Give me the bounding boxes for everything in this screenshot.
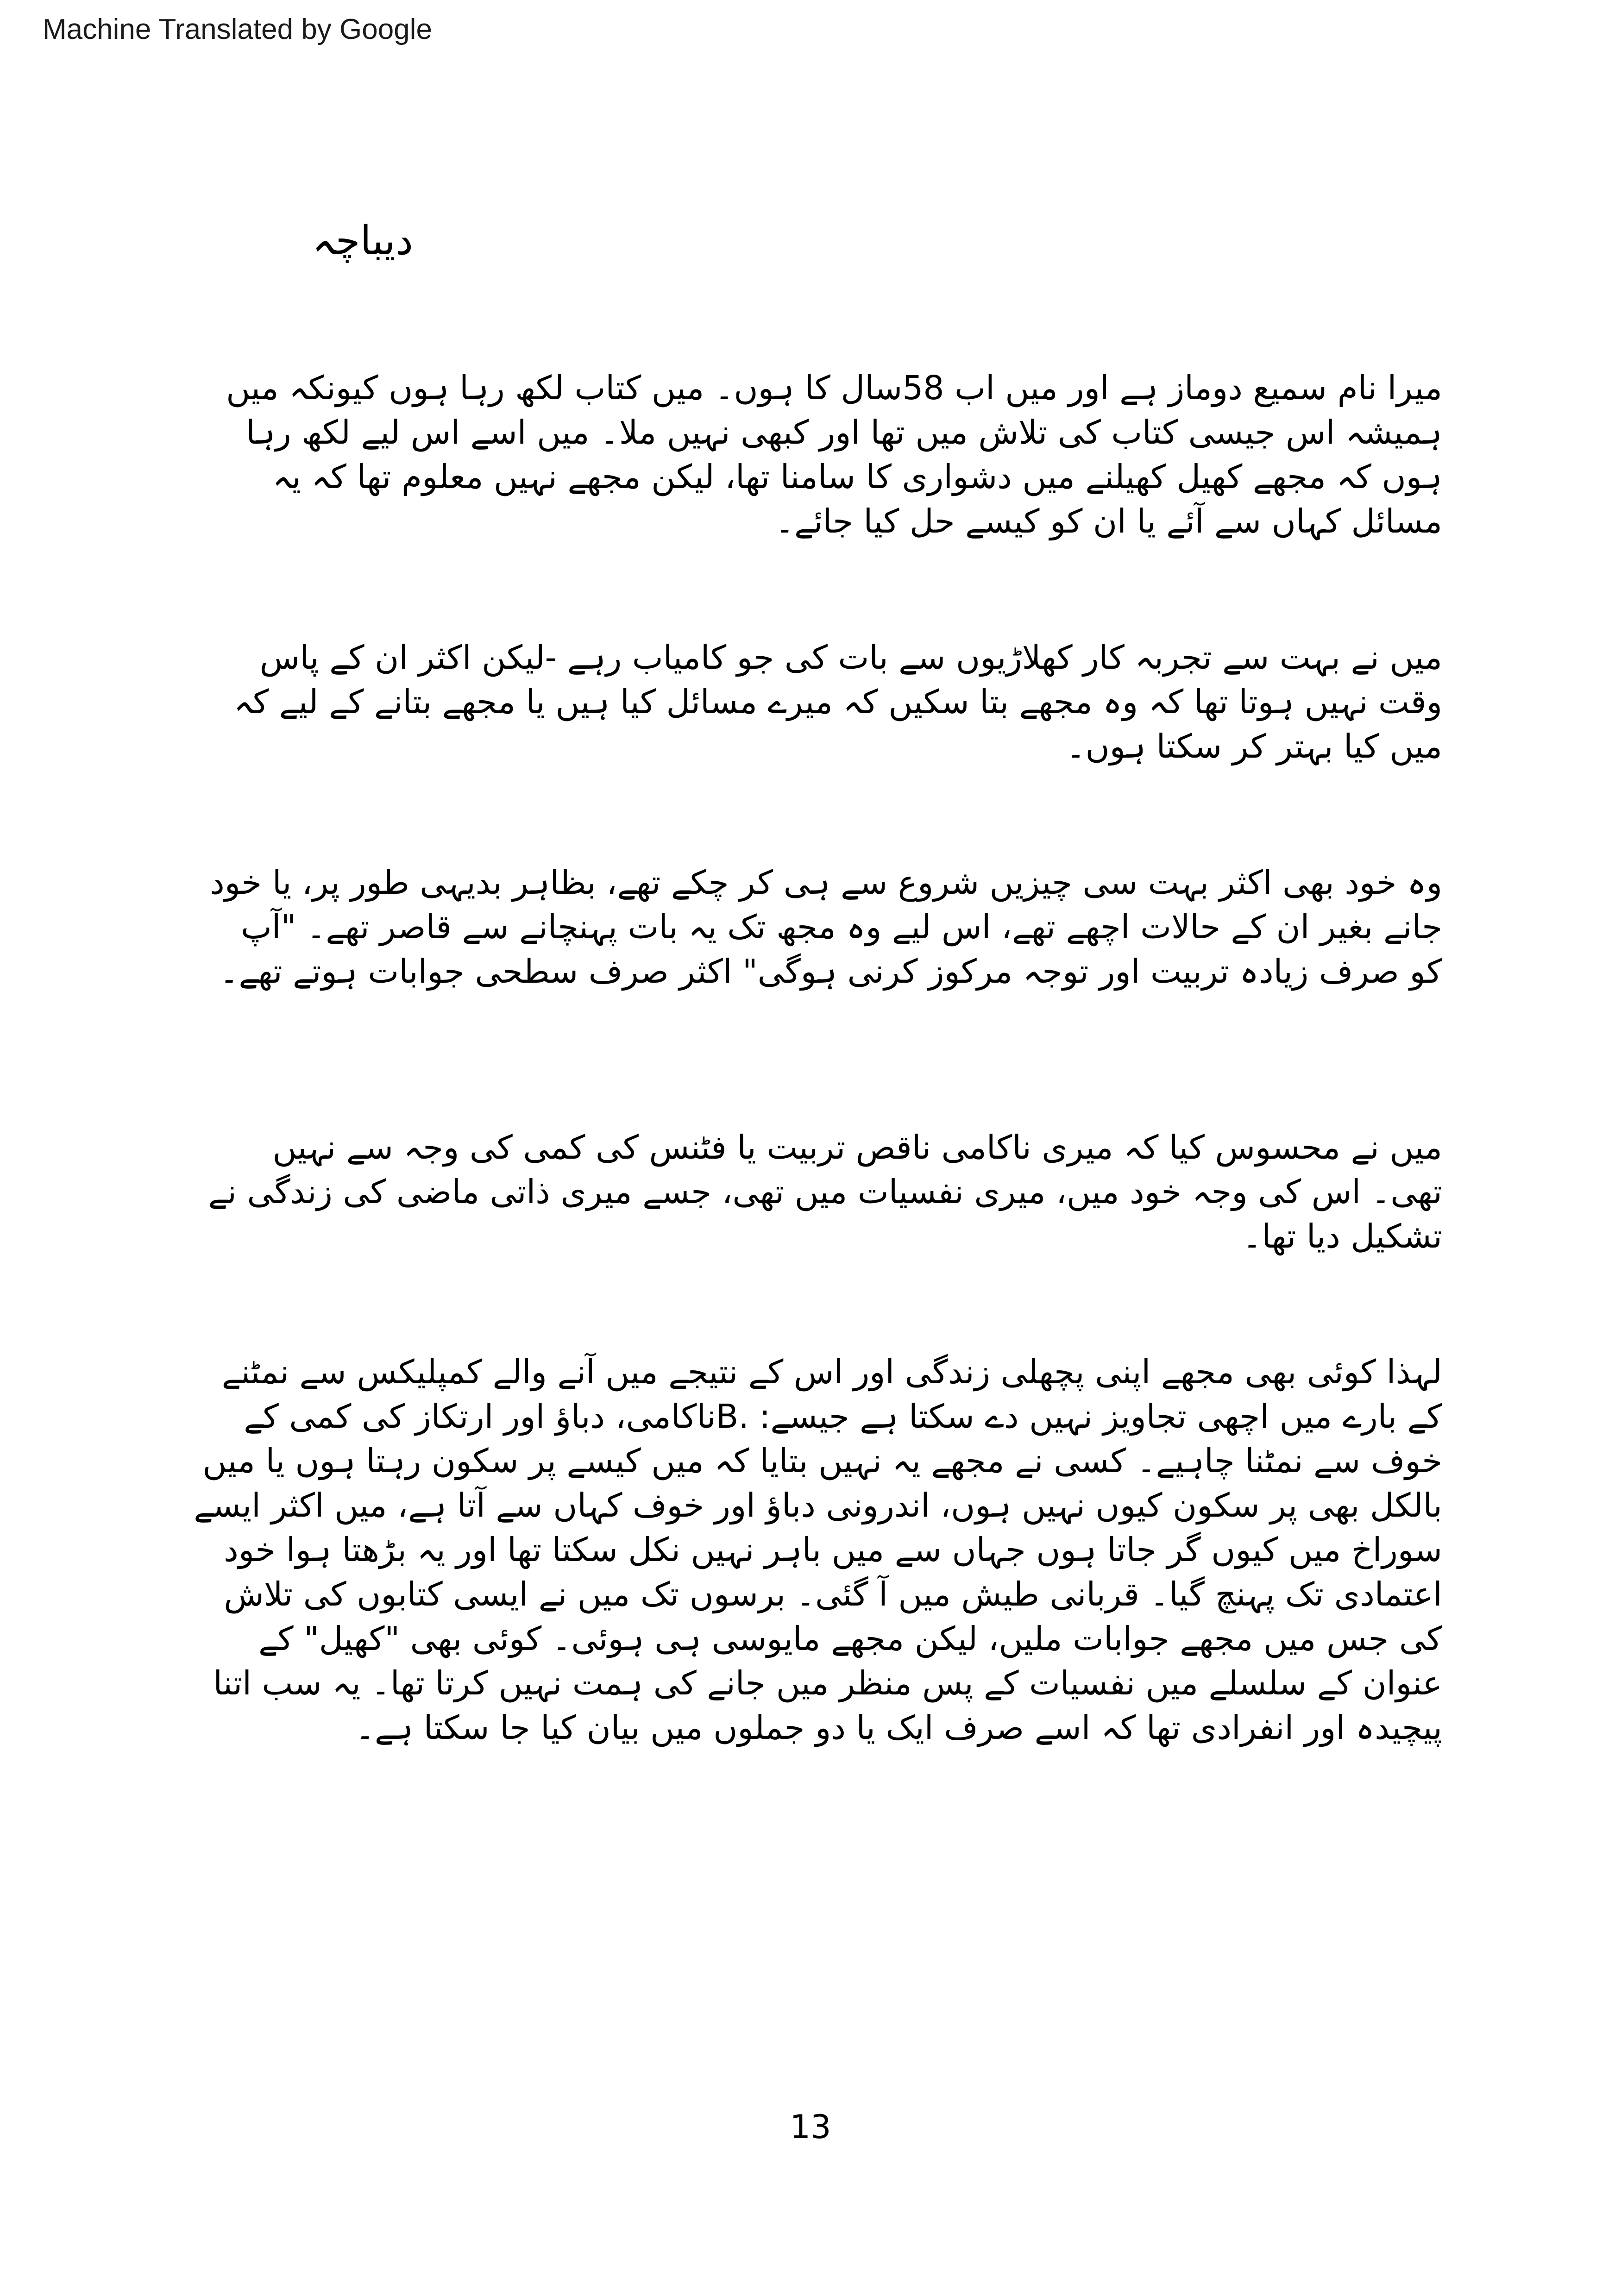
- page-title: دیباچہ: [312, 218, 413, 264]
- paragraph-line: میرا نام سمیع دوماز ہے اور میں اب 58سال کا ہوں۔ میں کتاب لکھ رہا ہوں کیونکہ میں: [226, 369, 1442, 407]
- machine-translation-watermark: Machine Translated by Google: [43, 13, 432, 45]
- paragraph-line: کے بارے میں اچھی تجاویز نہیں دے سکتا ہے جیسے: .Bناکامی، دباؤ اور ارتکاز کی کمی کے: [244, 1397, 1442, 1436]
- paragraph-line: عنوان کے سلسلے میں نفسیات کے پس منظر میں جانے کی ہمت نہیں کرتا تھا۔ یہ سب اتنا: [213, 1664, 1442, 1702]
- paragraph-line: سوراخ میں کیوں گر جاتا ہوں جہاں سے میں باہر نہیں نکل سکتا تھا اور یہ بڑھتا ہوا خود: [224, 1531, 1442, 1569]
- paragraph-line: تشکیل دیا تھا۔: [1242, 1217, 1442, 1255]
- paragraph-line: میں کیا بہتر کر سکتا ہوں۔: [1066, 727, 1442, 765]
- paragraph-line: ہمیشہ اس جیسی کتاب کی تلاش میں تھا اور کبھی نہیں ملا۔ میں اسے اس لیے لکھ رہا: [246, 413, 1442, 452]
- paragraph-line: کو صرف زیادہ تربیت اور توجہ مرکوز کرنی ہوگی" اکثر صرف سطحی جوابات ہوتے تھے۔: [219, 952, 1442, 991]
- paragraph-5: [194, 1350, 1442, 1750]
- paragraph-3: [210, 860, 1442, 994]
- paragraph-4: [208, 1125, 1442, 1259]
- paragraph-line: لہذا کوئی بھی مجھے اپنی پچھلی زندگی اور اس کے نتیجے میں آنے والے کمپلیکس سے نمٹنے: [221, 1353, 1442, 1391]
- paragraph-line: کی جس میں مجھے جوابات ملیں، لیکن مجھے مایوسی ہی ہوئی۔ کوئی بھی "کھیل" کے: [258, 1619, 1442, 1658]
- paragraph-line: بالکل بھی پر سکون کیوں نہیں ہوں، اندرونی دباؤ اور خوف کہاں سے آتا ہے، میں اکثر ایسے: [194, 1486, 1442, 1524]
- paragraph-line: جانے بغیر ان کے حالات اچھے تھے، اس لیے وہ مجھ تک یہ بات پہنچانے سے قاصر تھے۔ "آپ: [240, 908, 1442, 946]
- paragraph-line: وقت نہیں ہوتا تھا کہ وہ مجھے بتا سکیں کہ میرے مسائل کیا ہیں یا مجھے بتانے کے لیے کہ: [233, 683, 1442, 721]
- paragraph-line: خوف سے نمٹنا چاہیے۔ کسی نے مجھے یہ نہیں بتایا کہ میں کیسے پر سکون رہتا ہوں یا میں: [202, 1442, 1442, 1480]
- page-number: 13: [790, 2108, 831, 2146]
- paragraph-line: اعتمادی تک پہنچ گیا۔ قربانی طیش میں آ گئی۔ برسوں تک میں نے ایسی کتابوں کی تلاش: [224, 1575, 1442, 1613]
- paragraph-line: وہ خود بھی اکثر بہت سی چیزیں شروع سے ہی کر چکے تھے، بظاہر بدیہی طور پر، یا خود: [210, 863, 1442, 902]
- paragraph-line: پیچیدہ اور انفرادی تھا کہ اسے صرف ایک یا دو جملوں میں بیان کیا جا سکتا ہے۔: [355, 1708, 1442, 1747]
- paragraph-line: میں نے محسوس کیا کہ میری ناکامی ناقص تربیت یا فٹنس کی کمی کی وجہ سے نہیں: [272, 1128, 1442, 1167]
- paragraph-line: تھی۔ اس کی وجہ خود میں، میری نفسیات میں تھی، جسے میری ذاتی ماضی کی زندگی نے: [208, 1173, 1442, 1211]
- paragraph-1: [226, 366, 1442, 544]
- paragraph-2: [234, 635, 1442, 769]
- paragraph-line: ہوں کہ مجھے کھیل کھیلنے میں دشواری کا سامنا تھا، لیکن مجھے نہیں معلوم تھا کہ یہ: [272, 458, 1442, 496]
- paragraph-line: مسائل کہاں سے آئے یا ان کو کیسے حل کیا جائے۔: [775, 502, 1442, 540]
- paragraph-line: میں نے بہت سے تجربہ کار کھلاڑیوں سے بات کی جو کامیاب رہے -لیکن اکثر ان کے پاس: [259, 638, 1442, 677]
